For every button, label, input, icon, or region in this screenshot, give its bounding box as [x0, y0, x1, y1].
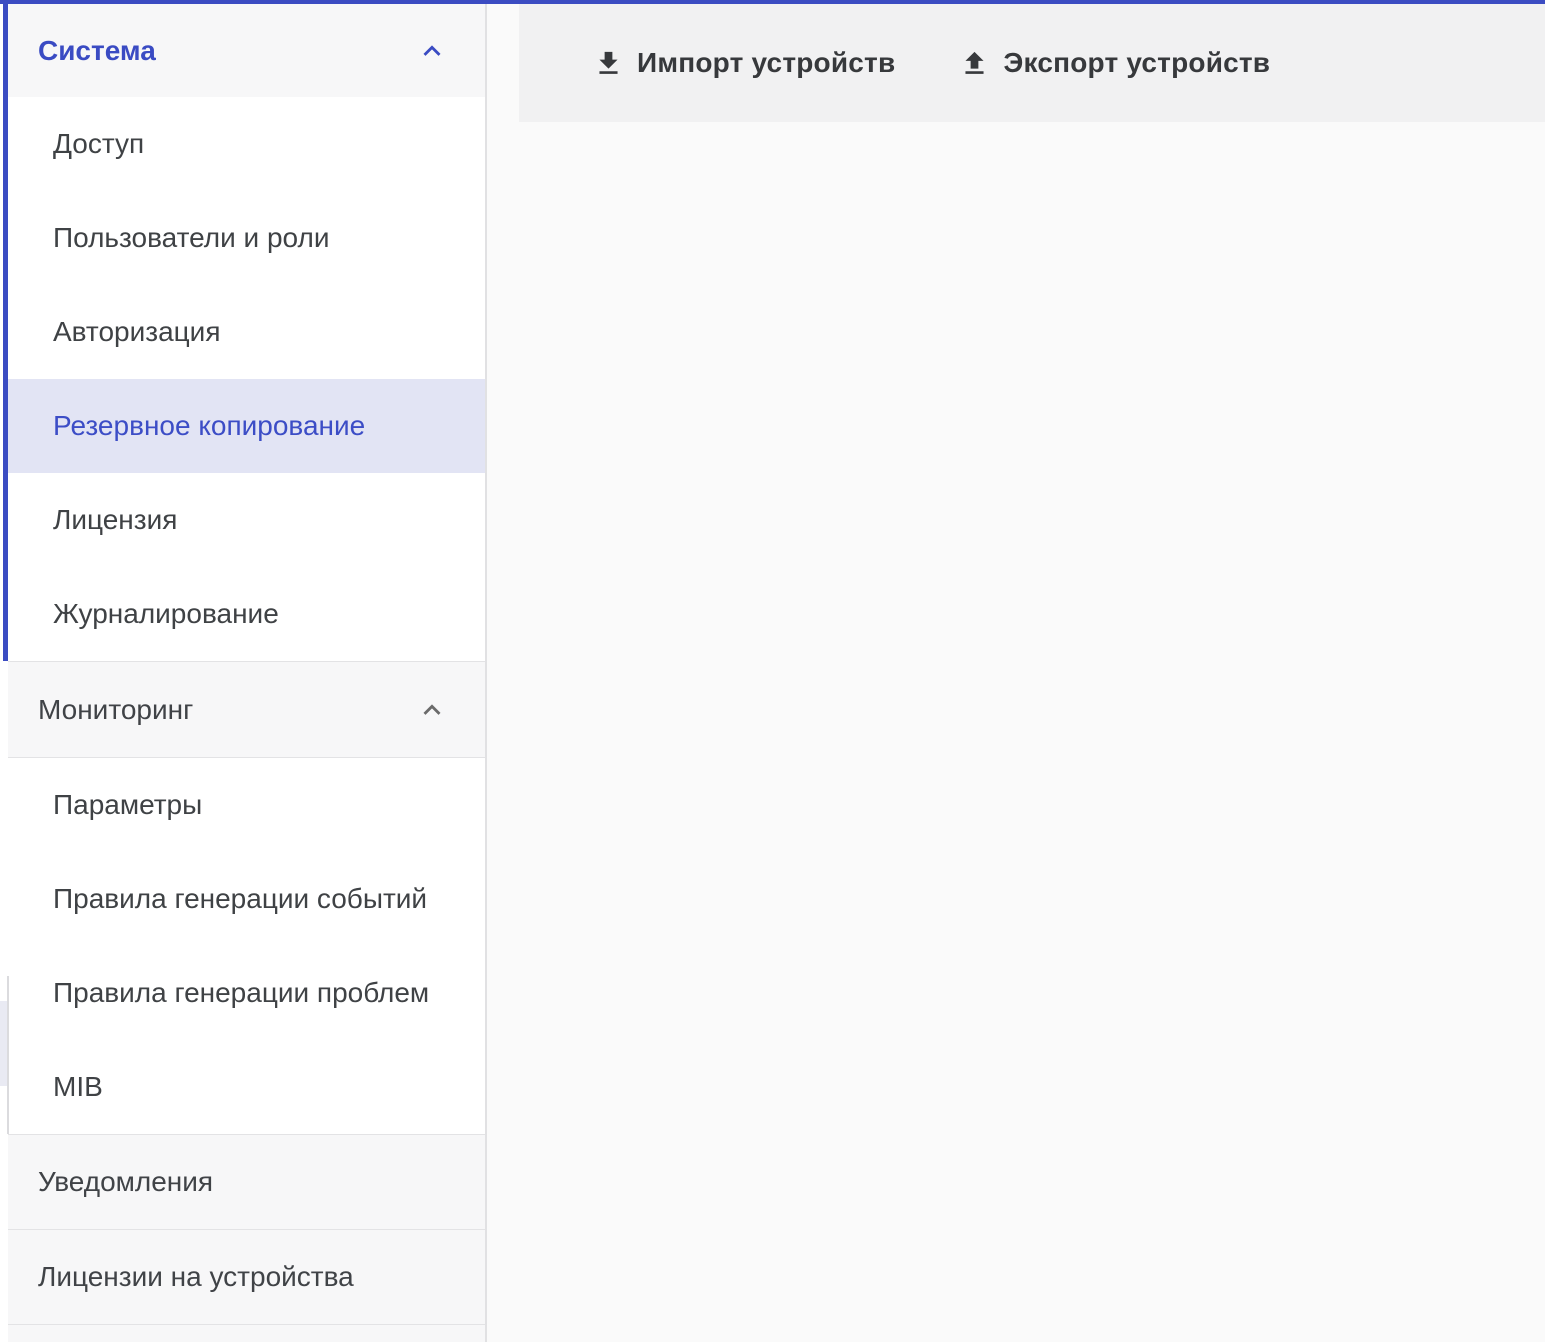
sidebar-group-notifications[interactable] — [8, 1135, 485, 1229]
chevron-up-icon[interactable] — [415, 693, 449, 727]
sidebar-item-backup-selected[interactable]: Резервное копирование — [8, 379, 485, 473]
sidebar-item-license[interactable]: Лицензия — [8, 473, 485, 567]
devices-toolbar — [519, 4, 1545, 122]
sidebar-item-problem-rules[interactable]: Правила генерации проблем — [8, 946, 485, 1040]
content-area — [489, 4, 1545, 1342]
sidebar-group-system[interactable] — [8, 4, 485, 97]
group-label: Уведомления — [38, 1166, 214, 1197]
download-icon — [593, 48, 624, 79]
top-accent-bar — [0, 0, 1545, 4]
import-devices-button[interactable] — [593, 47, 895, 79]
group-label: Мониторинг — [38, 693, 194, 725]
sidebar-next-row-partial — [8, 1325, 485, 1342]
sidebar-item-users-roles[interactable]: Пользователи и роли — [8, 191, 485, 285]
sidebar-item-authorization[interactable]: Авторизация — [8, 285, 485, 379]
import-devices-label: Импорт устройств — [637, 47, 896, 78]
export-devices-label: Экспорт устройств — [1003, 47, 1271, 78]
gutter-divider — [7, 976, 9, 1134]
sidebar-group-monitoring[interactable] — [8, 662, 485, 757]
chevron-up-icon[interactable] — [415, 34, 449, 68]
sidebar-item-mib[interactable]: MIB — [8, 1040, 485, 1134]
sidebar-item-access[interactable]: Доступ — [8, 97, 485, 191]
sidebar-rows — [8, 4, 485, 1342]
sidebar-group-device-licenses[interactable] — [8, 1230, 485, 1324]
group-label: Система — [38, 34, 156, 66]
group-label: Лицензии на устройства — [38, 1261, 354, 1292]
export-devices-button[interactable] — [959, 47, 1270, 79]
sidebar-nav — [0, 4, 487, 1342]
sidebar-item-parameters[interactable]: Параметры — [8, 758, 485, 852]
sidebar-item-event-rules[interactable]: Правила генерации событий — [8, 852, 485, 946]
upload-icon — [959, 48, 990, 79]
gutter-scroll-thumb[interactable] — [0, 1001, 7, 1086]
sidebar-item-logging[interactable]: Журналирование — [8, 567, 485, 661]
active-group-indicator-bar — [3, 4, 8, 661]
